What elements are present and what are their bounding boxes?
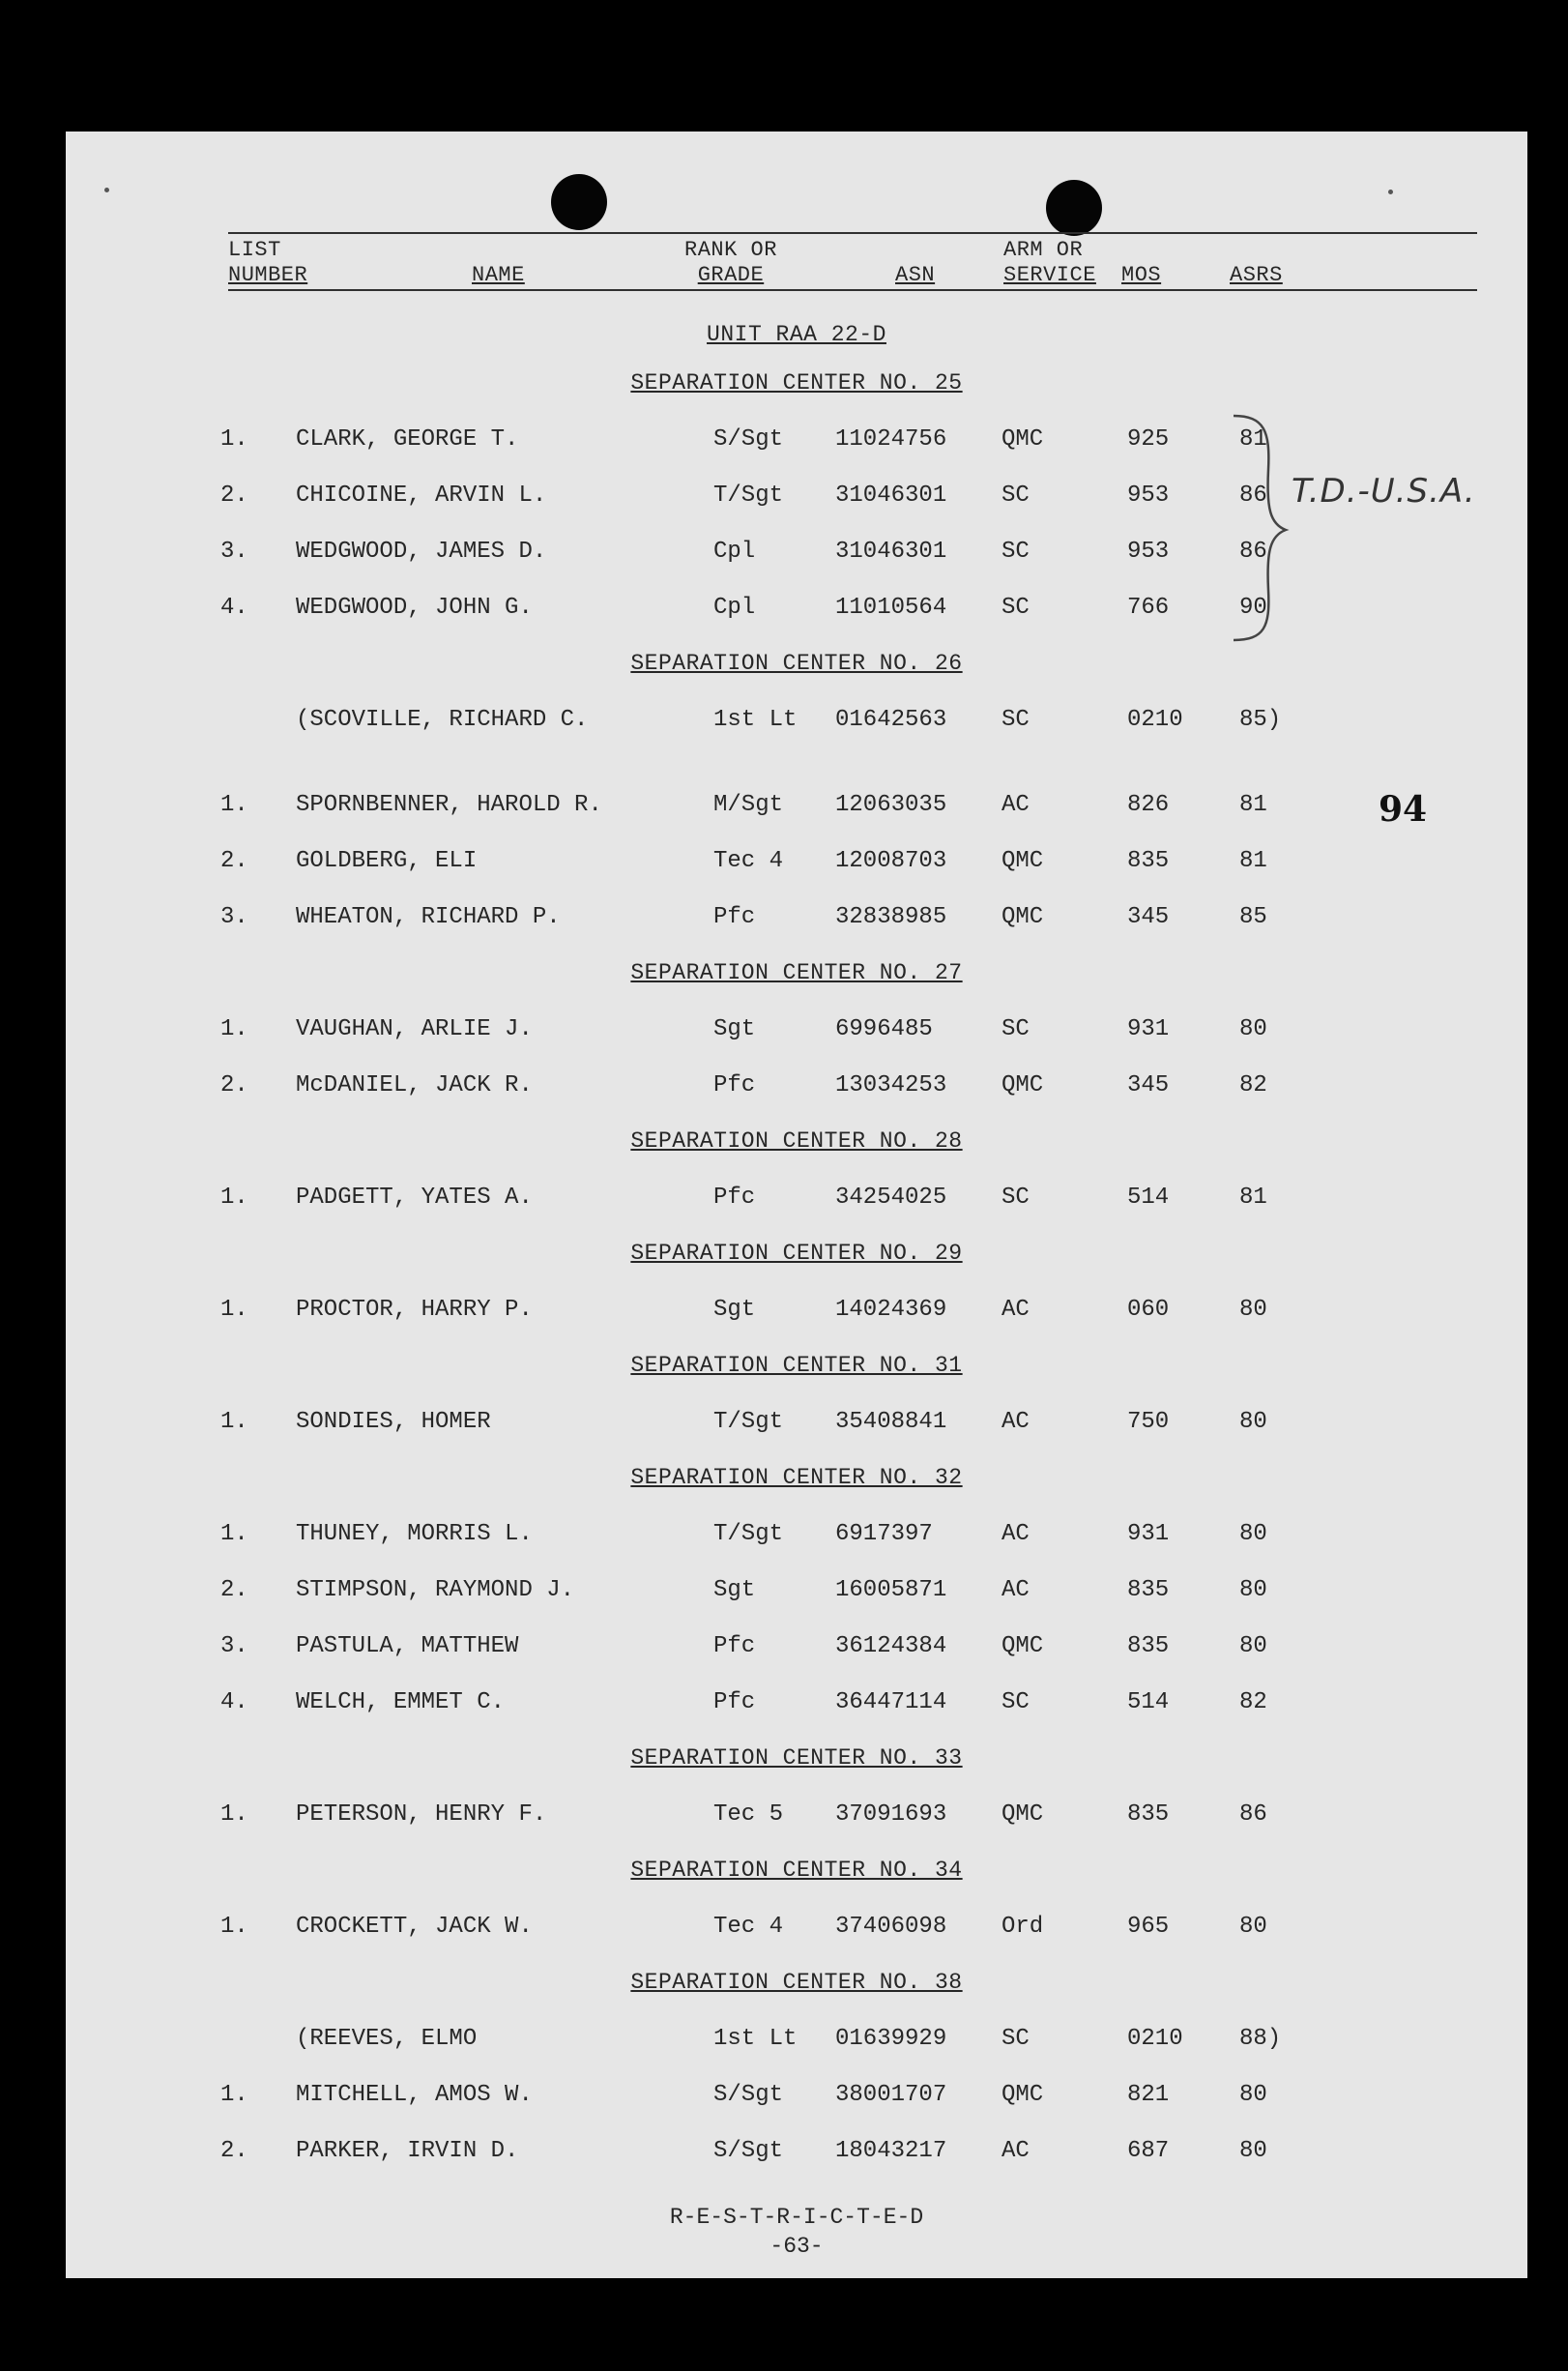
separation-center-heading: SEPARATION CENTER NO. 28 (630, 1128, 963, 1154)
soldier-name-cell: (REEVES, ELMO (296, 2026, 478, 2052)
list-number-cell: 1. (220, 2082, 248, 2108)
asrs-cell: 80 (1239, 1633, 1267, 1659)
soldier-name-cell: (SCOVILLE, RICHARD C. (296, 707, 589, 733)
table-row (66, 2025, 1527, 2054)
arm-service-cell: QMC (1002, 426, 1044, 453)
mos-cell: 821 (1127, 2082, 1170, 2108)
arm-service-cell: SC (1002, 595, 1030, 621)
list-number-cell: 1. (220, 1801, 248, 1828)
arm-service-cell: AC (1002, 1409, 1030, 1435)
separation-center-heading: SEPARATION CENTER NO. 26 (630, 651, 963, 676)
arm-service-cell: AC (1002, 1577, 1030, 1603)
page-number: -63- (769, 2234, 824, 2259)
asrs-cell: 80 (1239, 1297, 1267, 1323)
header-bottom-rule (228, 289, 1477, 291)
table-row (66, 1520, 1527, 1549)
arm-service-cell: QMC (1002, 1801, 1044, 1828)
arm-service-cell: QMC (1002, 848, 1044, 874)
list-number-cell: 2. (220, 848, 248, 874)
asrs-cell: 81 (1239, 848, 1267, 874)
rank-grade-cell: Pfc (713, 1689, 756, 1715)
mos-cell: 345 (1127, 904, 1170, 930)
mos-cell: 925 (1127, 426, 1170, 453)
table-row (66, 791, 1527, 820)
mos-cell: 514 (1127, 1185, 1170, 1211)
separation-center-heading: SEPARATION CENTER NO. 29 (630, 1241, 963, 1266)
asn-cell: 01639929 (835, 2026, 947, 2052)
rank-grade-cell: Pfc (713, 1633, 756, 1659)
table-row (66, 1296, 1527, 1325)
list-number-cell: 2. (220, 1072, 248, 1098)
arm-service-cell: SC (1002, 1689, 1030, 1715)
asn-cell: 37406098 (835, 1914, 947, 1940)
list-number-cell: 2. (220, 1577, 248, 1603)
asrs-cell: 90 (1239, 595, 1267, 621)
list-number-cell: 3. (220, 539, 248, 565)
table-row (66, 538, 1527, 567)
header-rank-grade: RANK OR GRADE (684, 238, 777, 287)
soldier-name-cell: CHICOINE, ARVIN L. (296, 483, 547, 509)
handwritten-brace (1226, 412, 1293, 644)
list-number-cell: 3. (220, 1633, 248, 1659)
soldier-name-cell: CROCKETT, JACK W. (296, 1914, 533, 1940)
soldier-name-cell: PROCTOR, HARRY P. (296, 1297, 533, 1323)
restricted-marking: R-E-S-T-R-I-C-T-E-D (669, 2205, 924, 2230)
mos-cell: 835 (1127, 848, 1170, 874)
asrs-cell: 88) (1239, 2026, 1282, 2052)
asrs-cell: 85 (1239, 904, 1267, 930)
list-number-cell: 4. (220, 595, 248, 621)
asn-cell: 12008703 (835, 848, 947, 874)
header-asrs: ASRS (1230, 263, 1283, 287)
speck (1388, 190, 1393, 194)
arm-service-cell: SC (1002, 1016, 1030, 1042)
arm-service-cell: SC (1002, 2026, 1030, 2052)
asrs-cell: 81 (1239, 426, 1267, 453)
table-row (66, 1800, 1527, 1829)
soldier-name-cell: WHEATON, RICHARD P. (296, 904, 561, 930)
asn-cell: 37091693 (835, 1801, 947, 1828)
rank-grade-cell: S/Sgt (713, 426, 784, 453)
rank-grade-cell: Pfc (713, 904, 756, 930)
header-arm-service: ARM OR SERVICE (1003, 238, 1096, 287)
soldier-name-cell: McDANIEL, JACK R. (296, 1072, 533, 1098)
table-row (66, 1408, 1527, 1437)
asn-cell: 34254025 (835, 1185, 947, 1211)
rank-grade-cell: Sgt (713, 1577, 756, 1603)
list-number-cell: 1. (220, 1297, 248, 1323)
separation-center-heading: SEPARATION CENTER NO. 25 (630, 370, 963, 395)
table-row (66, 2137, 1527, 2166)
asn-cell: 6996485 (835, 1016, 933, 1042)
list-number-cell: 2. (220, 2138, 248, 2164)
rank-grade-cell: Cpl (713, 539, 756, 565)
asn-cell: 31046301 (835, 539, 947, 565)
arm-service-cell: Ord (1002, 1914, 1044, 1940)
list-number-cell: 2. (220, 483, 248, 509)
rank-grade-cell: S/Sgt (713, 2138, 784, 2164)
table-row (66, 706, 1527, 735)
mos-cell: 826 (1127, 792, 1170, 818)
list-number-cell: 1. (220, 792, 248, 818)
rank-grade-cell: Sgt (713, 1297, 756, 1323)
asn-cell: 11010564 (835, 595, 947, 621)
rank-grade-cell: 1st Lt (713, 2026, 798, 2052)
separation-center-heading: SEPARATION CENTER NO. 33 (630, 1745, 963, 1771)
mos-cell: 060 (1127, 1297, 1170, 1323)
asn-cell: 36124384 (835, 1633, 947, 1659)
arm-service-cell: QMC (1002, 904, 1044, 930)
list-number-cell: 1. (220, 426, 248, 453)
asrs-cell: 80 (1239, 1409, 1267, 1435)
soldier-name-cell: SPORNBENNER, HAROLD R. (296, 792, 602, 818)
table-row (66, 1632, 1527, 1661)
rank-grade-cell: Sgt (713, 1016, 756, 1042)
soldier-name-cell: PARKER, IRVIN D. (296, 2138, 519, 2164)
soldier-name-cell: WELCH, EMMET C. (296, 1689, 506, 1715)
asn-cell: 31046301 (835, 483, 947, 509)
arm-service-cell: QMC (1002, 2082, 1044, 2108)
arm-service-cell: SC (1002, 483, 1030, 509)
asrs-cell: 80 (1239, 1521, 1267, 1547)
asrs-cell: 80 (1239, 2082, 1267, 2108)
rank-grade-cell: Pfc (713, 1185, 756, 1211)
stamp-number: 94 (1379, 789, 1428, 830)
soldier-name-cell: VAUGHAN, ARLIE J. (296, 1016, 533, 1042)
header-name: NAME (472, 263, 525, 287)
soldier-name-cell: STIMPSON, RAYMOND J. (296, 1577, 575, 1603)
document-page (66, 132, 1527, 2278)
arm-service-cell: AC (1002, 792, 1030, 818)
mos-cell: 750 (1127, 1409, 1170, 1435)
mos-cell: 931 (1127, 1521, 1170, 1547)
soldier-name-cell: THUNEY, MORRIS L. (296, 1521, 533, 1547)
list-number-cell: 1. (220, 1016, 248, 1042)
rank-grade-cell: Tec 4 (713, 1914, 784, 1940)
punch-hole-left (551, 174, 607, 230)
header-top-rule (228, 232, 1477, 234)
arm-service-cell: QMC (1002, 1072, 1044, 1098)
arm-service-cell: SC (1002, 539, 1030, 565)
separation-center-heading: SEPARATION CENTER NO. 31 (630, 1353, 963, 1378)
asn-cell: 14024369 (835, 1297, 947, 1323)
mos-cell: 835 (1127, 1801, 1170, 1828)
table-row (66, 1913, 1527, 1942)
mos-cell: 514 (1127, 1689, 1170, 1715)
punch-hole-right (1046, 180, 1102, 236)
mos-cell: 953 (1127, 483, 1170, 509)
header-list-number: LIST NUMBER (228, 238, 308, 287)
list-number-cell: 1. (220, 1914, 248, 1940)
asrs-cell: 80 (1239, 1577, 1267, 1603)
asn-cell: 13034253 (835, 1072, 947, 1098)
mos-cell: 0210 (1127, 707, 1183, 733)
header-asn: ASN (895, 263, 936, 287)
mos-cell: 835 (1127, 1633, 1170, 1659)
asrs-cell: 81 (1239, 792, 1267, 818)
asrs-cell: 86 (1239, 483, 1267, 509)
asrs-cell: 86 (1239, 539, 1267, 565)
soldier-name-cell: PADGETT, YATES A. (296, 1185, 533, 1211)
separation-center-heading: SEPARATION CENTER NO. 38 (630, 1970, 963, 1995)
table-row (66, 1071, 1527, 1100)
rank-grade-cell: Pfc (713, 1072, 756, 1098)
arm-service-cell: AC (1002, 1521, 1030, 1547)
asn-cell: 18043217 (835, 2138, 947, 2164)
arm-service-cell: AC (1002, 1297, 1030, 1323)
table-row (66, 847, 1527, 876)
soldier-name-cell: MITCHELL, AMOS W. (296, 2082, 533, 2108)
soldier-name-cell: WEDGWOOD, JOHN G. (296, 595, 533, 621)
table-row (66, 425, 1527, 454)
table-row (66, 1184, 1527, 1213)
handwritten-note: T.D.-U.S.A. (1292, 472, 1476, 511)
soldier-name-cell: SONDIES, HOMER (296, 1409, 491, 1435)
list-number-cell: 1. (220, 1185, 248, 1211)
footer (66, 2203, 1527, 2261)
asn-cell: 36447114 (835, 1689, 947, 1715)
rank-grade-cell: M/Sgt (713, 792, 784, 818)
asn-cell: 38001707 (835, 2082, 947, 2108)
soldier-name-cell: CLARK, GEORGE T. (296, 426, 519, 453)
asn-cell: 6917397 (835, 1521, 933, 1547)
soldier-name-cell: WEDGWOOD, JAMES D. (296, 539, 547, 565)
asrs-cell: 82 (1239, 1072, 1267, 1098)
mos-cell: 687 (1127, 2138, 1170, 2164)
asrs-cell: 82 (1239, 1689, 1267, 1715)
mos-cell: 931 (1127, 1016, 1170, 1042)
speck (104, 188, 109, 192)
arm-service-cell: SC (1002, 1185, 1030, 1211)
list-number-cell: 1. (220, 1409, 248, 1435)
mos-cell: 766 (1127, 595, 1170, 621)
asn-cell: 01642563 (835, 707, 947, 733)
separation-center-heading: SEPARATION CENTER NO. 34 (630, 1858, 963, 1883)
table-row (66, 594, 1527, 623)
asrs-cell: 80 (1239, 2138, 1267, 2164)
asrs-cell: 86 (1239, 1801, 1267, 1828)
asn-cell: 12063035 (835, 792, 947, 818)
rank-grade-cell: Cpl (713, 595, 756, 621)
rank-grade-cell: 1st Lt (713, 707, 798, 733)
table-row (66, 903, 1527, 932)
rank-grade-cell: T/Sgt (713, 1409, 784, 1435)
mos-cell: 835 (1127, 1577, 1170, 1603)
mos-cell: 345 (1127, 1072, 1170, 1098)
soldier-name-cell: PASTULA, MATTHEW (296, 1633, 519, 1659)
asn-cell: 11024756 (835, 426, 947, 453)
list-number-cell: 4. (220, 1689, 248, 1715)
header-mos: MOS (1121, 263, 1162, 287)
rank-grade-cell: T/Sgt (713, 1521, 784, 1547)
arm-service-cell: AC (1002, 2138, 1030, 2164)
mos-cell: 0210 (1127, 2026, 1183, 2052)
asrs-cell: 80 (1239, 1016, 1267, 1042)
asrs-cell: 85) (1239, 707, 1282, 733)
separation-center-heading: SEPARATION CENTER NO. 27 (630, 960, 963, 985)
asrs-cell: 80 (1239, 1914, 1267, 1940)
table-row (66, 1688, 1527, 1717)
table-row (66, 2081, 1527, 2110)
mos-cell: 965 (1127, 1914, 1170, 1940)
table-row (66, 1015, 1527, 1044)
rank-grade-cell: S/Sgt (713, 2082, 784, 2108)
arm-service-cell: SC (1002, 707, 1030, 733)
rank-grade-cell: Tec 5 (713, 1801, 784, 1828)
list-number-cell: 3. (220, 904, 248, 930)
mos-cell: 953 (1127, 539, 1170, 565)
rank-grade-cell: T/Sgt (713, 483, 784, 509)
soldier-name-cell: GOLDBERG, ELI (296, 848, 478, 874)
list-number-cell: 1. (220, 1521, 248, 1547)
asn-cell: 16005871 (835, 1577, 947, 1603)
asn-cell: 35408841 (835, 1409, 947, 1435)
soldier-name-cell: PETERSON, HENRY F. (296, 1801, 547, 1828)
separation-center-heading: SEPARATION CENTER NO. 32 (630, 1465, 963, 1490)
rank-grade-cell: Tec 4 (713, 848, 784, 874)
arm-service-cell: QMC (1002, 1633, 1044, 1659)
asrs-cell: 81 (1239, 1185, 1267, 1211)
unit-title: UNIT RAA 22-D (707, 322, 886, 347)
asn-cell: 32838985 (835, 904, 947, 930)
table-row (66, 1576, 1527, 1605)
